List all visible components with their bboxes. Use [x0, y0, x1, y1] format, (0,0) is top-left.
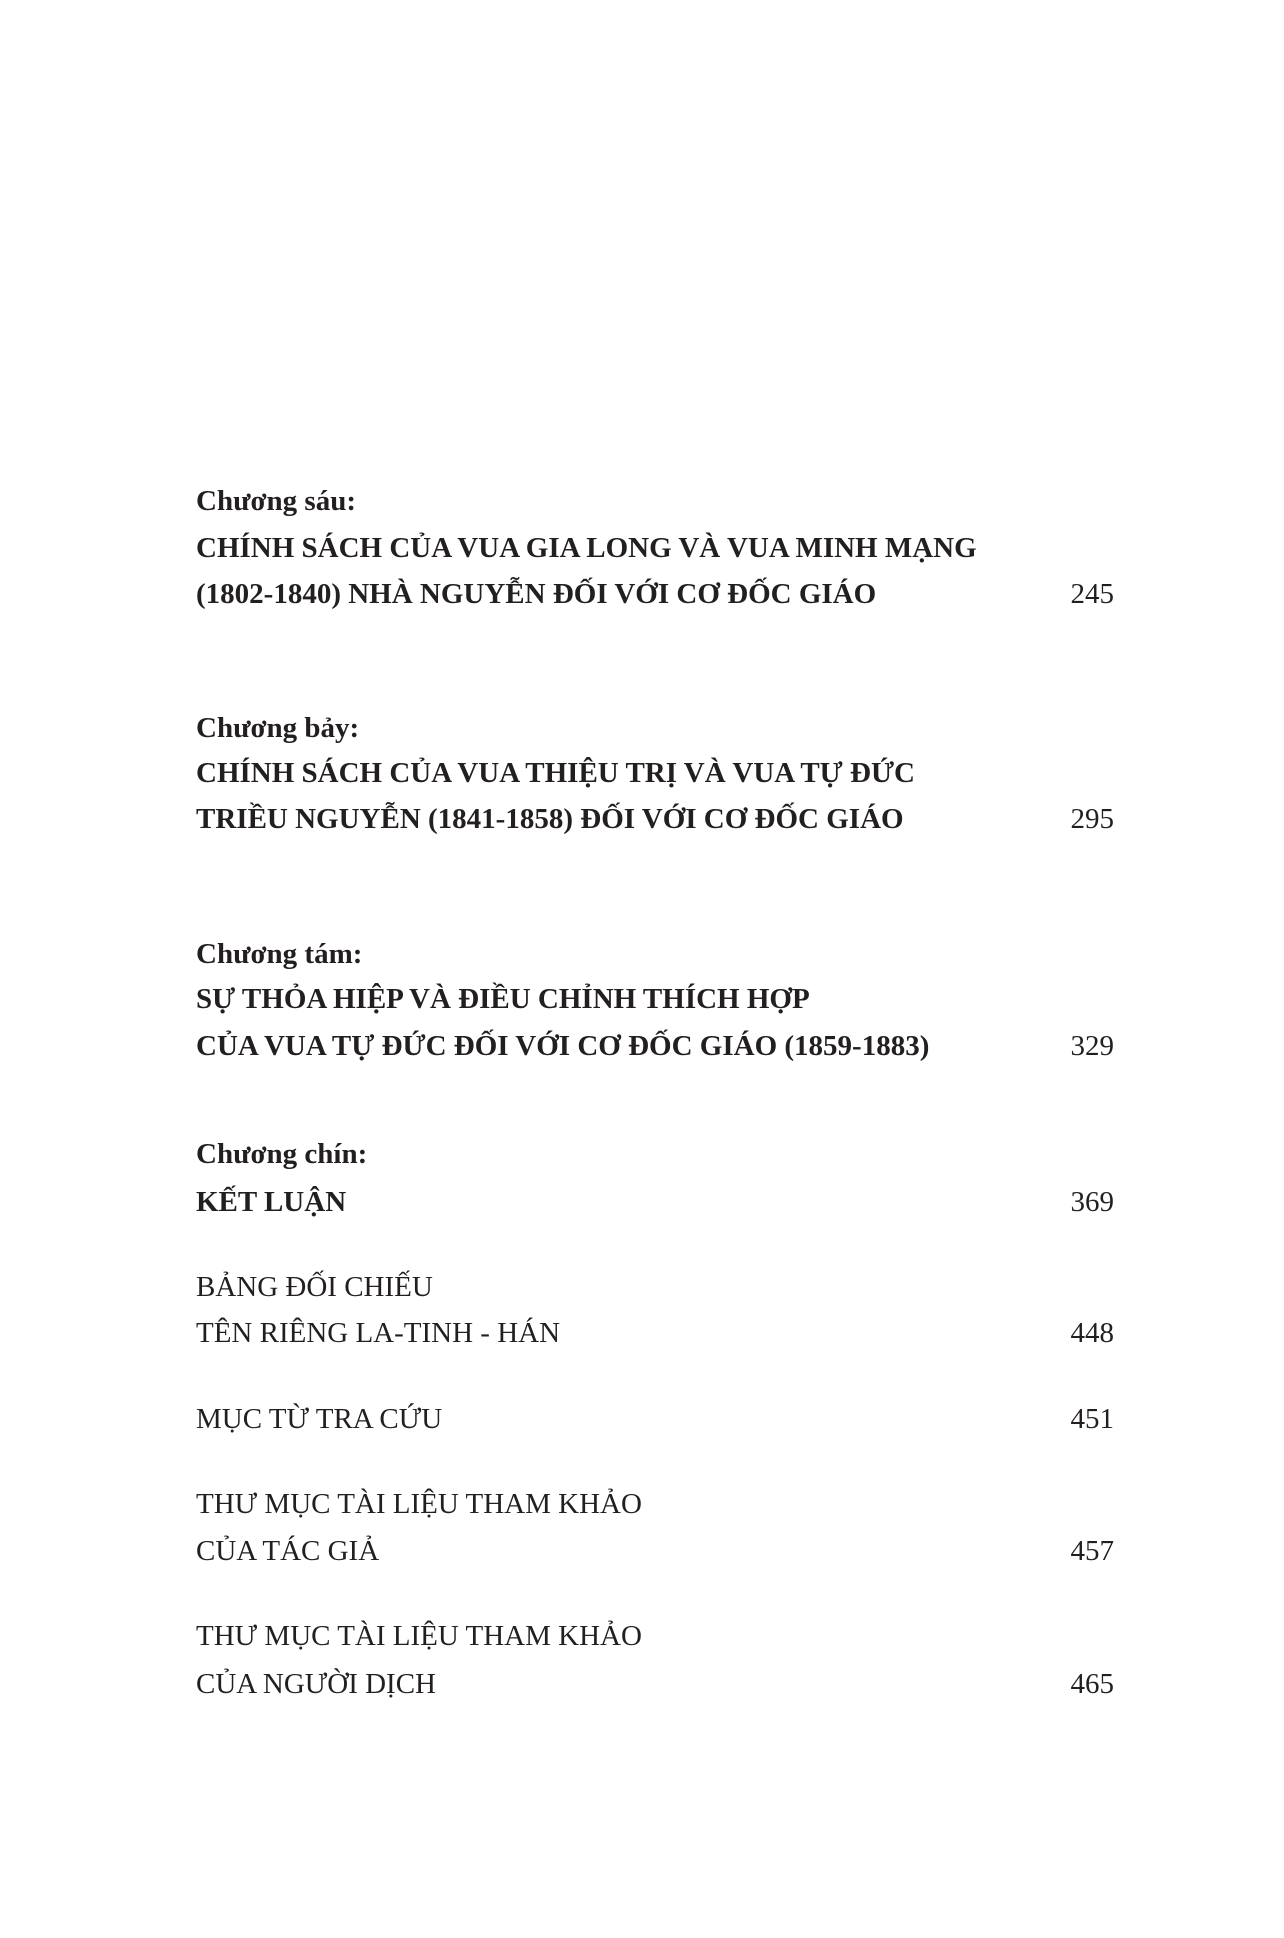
- chapter-title: CỦA VUA TỰ ĐỨC ĐỐI VỚI CƠ ĐỐC GIÁO (1859-1883): [196, 1030, 930, 1062]
- page-number: 329: [1070, 1030, 1114, 1062]
- chapter-title: CHÍNH SÁCH CỦA VUA GIA LONG VÀ VUA MINH MẠNG: [196, 532, 977, 564]
- appendix-title: BẢNG ĐỐI CHIẾU: [196, 1271, 433, 1303]
- chapter-label: Chương tám:: [196, 938, 363, 970]
- page-number: 369: [1070, 1186, 1114, 1218]
- chapter-title: SỰ THỎA HIỆP VÀ ĐIỀU CHỈNH THÍCH HỢP: [196, 983, 810, 1015]
- appendix-title: THƯ MỤC TÀI LIỆU THAM KHẢO: [196, 1488, 642, 1520]
- chapter-title: KẾT LUẬN: [196, 1186, 347, 1218]
- chapter-title: (1802-1840) NHÀ NGUYỄN ĐỐI VỚI CƠ ĐỐC GIÁO: [196, 578, 877, 610]
- page-number: 465: [1070, 1668, 1114, 1700]
- chapter-label: Chương sáu:: [196, 485, 356, 517]
- page-number: 457: [1070, 1535, 1114, 1567]
- appendix-title: CỦA TÁC GIẢ: [196, 1535, 380, 1567]
- page-number: 295: [1070, 803, 1114, 835]
- chapter-label: Chương bảy:: [196, 712, 360, 744]
- chapter-label: Chương chín:: [196, 1138, 368, 1170]
- appendix-title: THƯ MỤC TÀI LIỆU THAM KHẢO: [196, 1620, 642, 1652]
- chapter-title: CHÍNH SÁCH CỦA VUA THIỆU TRỊ VÀ VUA TỰ ĐỨC: [196, 757, 915, 789]
- page-number: 448: [1070, 1317, 1114, 1349]
- appendix-title: CỦA NGƯỜI DỊCH: [196, 1668, 437, 1700]
- chapter-title: TRIỀU NGUYỄN (1841-1858) ĐỐI VỚI CƠ ĐỐC GIÁO: [196, 803, 904, 835]
- appendix-title: MỤC TỪ TRA CỨU: [196, 1403, 443, 1435]
- page-number: 245: [1070, 578, 1114, 610]
- appendix-title: TÊN RIÊNG LA-TINH - HÁN: [196, 1317, 561, 1349]
- page-number: 451: [1070, 1403, 1114, 1435]
